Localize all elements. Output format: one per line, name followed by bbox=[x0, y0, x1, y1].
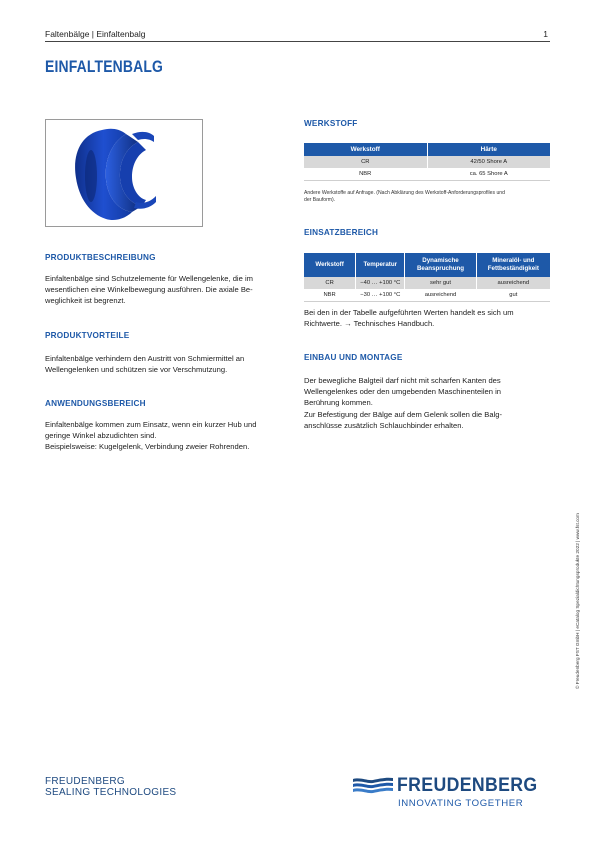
table-row bbox=[304, 168, 550, 181]
fst-wordmark-line2: SEALING TECHNOLOGIES bbox=[45, 787, 177, 798]
anwendungsbereich-text bbox=[45, 419, 295, 453]
fst-wordmark-line1: FREUDENBERG bbox=[45, 776, 125, 787]
text-line: geringe Winkel abzudichten sind. bbox=[45, 431, 157, 441]
table-row bbox=[304, 289, 550, 302]
freudenberg-wave-logo-icon bbox=[353, 777, 393, 795]
column-header: Werkstoff bbox=[304, 143, 427, 156]
note-line: der Bauform). bbox=[304, 197, 336, 204]
page-number: 1 bbox=[543, 29, 548, 39]
freudenberg-logo-name: FREUDENBERG bbox=[397, 775, 538, 796]
werkstoff-note bbox=[304, 190, 552, 205]
bellows-product-image bbox=[46, 120, 204, 228]
page-title: EINFALTENBALG bbox=[45, 57, 164, 76]
table-cell: −30 … +100 °C bbox=[356, 289, 405, 302]
text-line: Zur Befestigung der Bälge auf dem Gelenk sollen die Balg- bbox=[304, 409, 502, 419]
einsatzbereich-note bbox=[304, 307, 554, 329]
table-cell: −40 … +100 °C bbox=[356, 277, 405, 289]
note-line: Andere Werkstoffe auf Anfrage. (Nach Abklärung des Werkstoff-Anforderungsprofiles und bbox=[304, 190, 505, 196]
text-line: Einfaltenbälge kommen zum Einsatz, wenn ein kurzer Hub und bbox=[45, 420, 257, 429]
section-heading-werkstoff: WERKSTOFF bbox=[304, 119, 358, 128]
produktbeschreibung-text bbox=[45, 273, 295, 307]
produktvorteile-text bbox=[45, 353, 295, 375]
header-divider bbox=[45, 41, 550, 42]
text-line: Der bewegliche Balgteil darf nicht mit scharfen Kanten des bbox=[304, 376, 501, 385]
column-header: Temperatur bbox=[356, 253, 405, 277]
table-cell: sehr gut bbox=[405, 277, 476, 289]
einbau-text bbox=[304, 375, 554, 431]
table-cell: ca. 65 Shore A bbox=[427, 168, 550, 181]
table-cell: ausreichend bbox=[476, 277, 550, 289]
table-cell: CR bbox=[304, 156, 427, 168]
table-row bbox=[304, 277, 550, 289]
text-line: weglichkeit ist begrenzt. bbox=[45, 296, 126, 306]
text-line: Einfaltenbälge sind Schutzelemente für Wellengelenke, die im bbox=[45, 274, 253, 283]
breadcrumb: Faltenbälge | Einfaltenbalg bbox=[45, 29, 146, 39]
text-line: Richtwerte. → Technisches Handbuch. bbox=[304, 319, 435, 329]
table-cell: ausreichend bbox=[405, 289, 476, 302]
text-line: Wellengelenken und schützen sie vor Verschmutzung. bbox=[45, 365, 228, 375]
column-header: Dynamische Beanspruchung bbox=[405, 253, 476, 277]
table-cell: NBR bbox=[304, 289, 356, 302]
text-line: Berührung kommen. bbox=[304, 398, 373, 408]
section-heading-produktbeschreibung: PRODUKTBESCHREIBUNG bbox=[45, 253, 156, 262]
text-line: wesentlichen eine Winkelbewegung ausführen. Die axiale Be- bbox=[45, 285, 253, 295]
table-cell: NBR bbox=[304, 168, 427, 181]
logo-tagline: INNOVATING TOGETHER bbox=[398, 798, 524, 809]
table-cell: gut bbox=[476, 289, 550, 302]
table-row bbox=[304, 156, 550, 168]
table-cell: CR bbox=[304, 277, 356, 289]
text-line: Bei den in der Tabelle aufgeführten Werten handelt es sich um bbox=[304, 308, 514, 317]
column-header: Härte bbox=[427, 143, 550, 156]
text-line: Beispielsweise: Kugelgelenk, Verbindung zweier Rohrenden. bbox=[45, 442, 250, 452]
text-line: Wellengelenkes oder den umgebenden Maschinenteilen in bbox=[304, 387, 502, 397]
column-header: Werkstoff bbox=[304, 253, 356, 277]
text-line: anschlüsse zusätzlich Schlauchbinder erhalten. bbox=[304, 420, 464, 430]
section-heading-anwendungsbereich: ANWENDUNGSBEREICH bbox=[45, 399, 146, 408]
column-header: Mineralöl- und Fettbeständigkeit bbox=[476, 253, 550, 277]
product-image-frame bbox=[45, 119, 203, 227]
werkstoff-table bbox=[304, 143, 550, 181]
table-cell: 42/50 Shore A bbox=[427, 156, 550, 168]
section-heading-einsatzbereich: EINSATZBEREICH bbox=[304, 228, 379, 237]
einsatzbereich-table bbox=[304, 253, 550, 302]
copyright-sidebar: © Freudenberg FST GmbH | eCatalog Spezialdichtungsprodukte 2022 | www.fst.com bbox=[575, 513, 580, 689]
section-heading-produktvorteile: PRODUKTVORTEILE bbox=[45, 331, 130, 340]
text-line: Einfaltenbälge verhindern den Austritt von Schmiermittel an bbox=[45, 354, 245, 363]
section-heading-einbau-und-montage: EINBAU UND MONTAGE bbox=[304, 353, 403, 362]
